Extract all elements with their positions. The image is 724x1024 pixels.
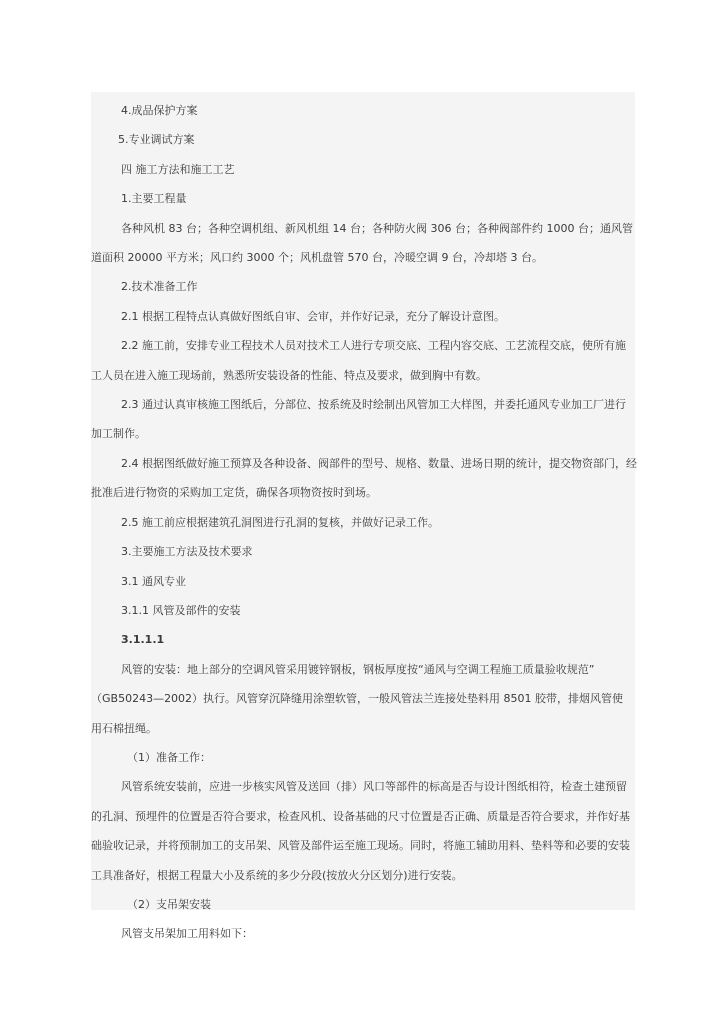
para-2-2-line-1: 2.2 施工前，安排专业工程技术人员对技术工人进行专项交底、工程内容交底、工艺流程交底，使所有施 <box>121 339 626 353</box>
para-prep-line-2: 的孔洞、预埋件的位置是否符合要求，检查风机、设备基础的尺寸位置是否正确、质量是否符合要求，并作好基 <box>91 809 630 823</box>
item-5: 5.专业调试方案 <box>118 133 195 147</box>
item-4: 4.成品保护方案 <box>121 104 198 117</box>
para-2-5: 2.5 施工前应根据建筑孔洞图进行孔洞的复核，并做好记录工作。 <box>121 515 439 529</box>
para-duct-line-2: （GB50243—2002）执行。风管穿沉降缝用涂塑软管，一般风管法兰连接处垫料用 8501 胶带，排烟风管使 <box>91 692 624 706</box>
para-prep-line-1: 风管系统安装前，应进一步核实风管及送回（排）风口等部件的标高是否与设计图纸相符，检查土建预留 <box>121 780 627 794</box>
heading-3-1-1: 3.1.1 风管及部件的安装 <box>121 603 241 617</box>
para-duct-line-1: 风管的安装：地上部分的空调风管采用镀锌钢板，钢板厚度按“通风与空调工程施工质量验收规范” <box>121 662 595 676</box>
para-2-4-line-2: 批准后进行物资的采购加工定货，确保各项物资按时到场。 <box>91 486 377 500</box>
heading-3: 3.主要施工方法及技术要求 <box>121 545 253 559</box>
para-2-3-line-1: 2.3 通过认真审核施工图纸后，分部位、按系统及时绘制出风管加工大样图，并委托通风专业加工厂进行 <box>121 398 626 412</box>
para-2-3-line-2: 加工制作。 <box>91 427 146 441</box>
document-page <box>91 92 637 941</box>
para-1-line-2: 道面积 20000 平方米；风口约 3000 个；风机盘管 570 台，冷暖空调 9 台，冷却塔 3 台。 <box>91 251 543 265</box>
heading-3-1-1-1: 3.1.1.1 <box>121 633 165 647</box>
para-2-4-line-1: 2.4 根据图纸做好施工预算及各种设备、阀部件的型号、规格、数量、进场日期的统计，提交物资部门，经 <box>121 456 637 470</box>
subheading-prep: （1）准备工作： <box>127 750 211 764</box>
para-2-1: 2.1 根据工程特点认真做好图纸自审、会审，并作好记录，充分了解设计意图。 <box>121 309 505 323</box>
para-prep-line-3: 础验收记录，并将预制加工的支吊架、风管及部件运至施工现场。同时，将施工辅助用料、垫料等和必要的安装 <box>91 839 630 853</box>
para-support: 风管支吊架加工用料如下： <box>121 927 253 941</box>
heading-3-1: 3.1 通风专业 <box>121 574 186 588</box>
para-duct-line-3: 用石棉扭绳。 <box>91 721 157 735</box>
heading-2: 2.技术准备工作 <box>121 280 198 294</box>
subheading-support: （2）支吊架安装 <box>127 897 211 911</box>
section-heading: 四 施工方法和施工工艺 <box>121 162 235 176</box>
para-prep-line-4: 工具准备好，根据工程量大小及系统的多少分段(按放火分区划分)进行安装。 <box>91 868 463 882</box>
para-1-line-1: 各种风机 83 台；各种空调机组、新风机组 14 台；各种防火阀 306 台；各种阀部件约 1000 台；通风管 <box>121 221 633 235</box>
para-2-2-line-2: 工人员在进入施工现场前，熟悉所安装设备的性能、特点及要求，做到胸中有数。 <box>91 368 487 382</box>
heading-1: 1.主要工程量 <box>121 192 187 206</box>
